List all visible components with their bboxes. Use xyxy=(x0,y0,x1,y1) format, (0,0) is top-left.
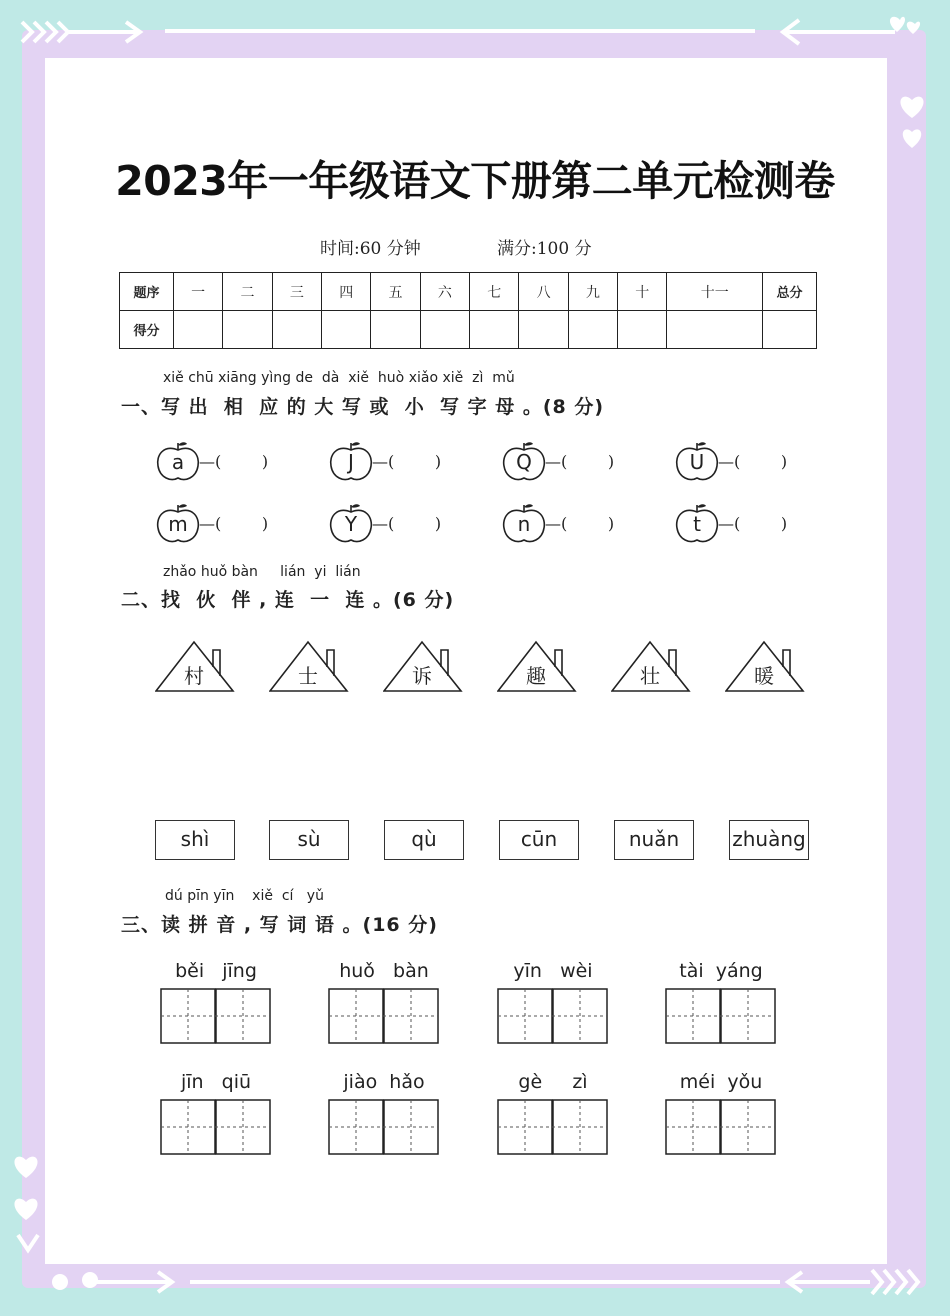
word-item xyxy=(160,960,272,1044)
apple-letter: J xyxy=(348,450,354,474)
score-col-total: 总分 xyxy=(763,273,817,311)
house-char: 士 xyxy=(298,664,318,688)
pinyin-card[interactable]: shì xyxy=(155,820,235,860)
score-col: 一 xyxy=(174,273,223,311)
word-pinyin: tài yáng xyxy=(679,960,763,982)
pinyin-card[interactable]: nuǎn xyxy=(614,820,694,860)
score-table-header-row xyxy=(120,273,817,311)
pinyin-card[interactable]: zhuàng xyxy=(729,820,809,860)
word-item xyxy=(328,960,440,1044)
score-col: 四 xyxy=(322,273,371,311)
score-cell[interactable] xyxy=(568,311,617,349)
house-card[interactable] xyxy=(383,640,463,692)
writing-grid[interactable] xyxy=(665,988,777,1044)
score-cell[interactable] xyxy=(272,311,321,349)
score-cell[interactable] xyxy=(667,311,763,349)
house-card[interactable] xyxy=(155,640,235,692)
score-table-score-row xyxy=(120,311,817,349)
score-cell[interactable] xyxy=(371,311,420,349)
arrow-top-left-icon xyxy=(14,14,149,50)
score-col: 十一 xyxy=(667,273,763,311)
score-col: 六 xyxy=(420,273,469,311)
arrow-bottom-right-icon xyxy=(780,1262,930,1302)
exam-full-score: 满分:100 分 xyxy=(497,239,592,259)
score-cell[interactable] xyxy=(322,311,371,349)
score-col: 九 xyxy=(568,273,617,311)
apple-letter-item xyxy=(328,502,488,546)
writing-grid[interactable] xyxy=(497,988,609,1044)
word-pinyin: gè zì xyxy=(518,1071,588,1093)
heart-left-bottom-icon xyxy=(2,1140,52,1260)
answer-blank[interactable]: —( ) xyxy=(718,452,788,471)
word-item xyxy=(497,960,609,1044)
score-cell[interactable] xyxy=(174,311,223,349)
pinyin-card[interactable]: qù xyxy=(384,820,464,860)
score-table-row-label: 题序 xyxy=(120,273,174,311)
apple-letter: n xyxy=(517,512,531,536)
apple-letter-item xyxy=(501,440,661,484)
word-item xyxy=(497,1071,609,1155)
writing-grid[interactable] xyxy=(328,988,440,1044)
word-pinyin: yīn wèi xyxy=(513,960,593,982)
pinyin-card[interactable]: cūn xyxy=(499,820,579,860)
house-char: 村 xyxy=(184,664,204,688)
house-card[interactable] xyxy=(497,640,577,692)
apple-letter: a xyxy=(171,450,185,474)
bottom-line xyxy=(190,1280,780,1284)
score-cell[interactable] xyxy=(763,311,817,349)
score-cell[interactable] xyxy=(519,311,568,349)
house-card[interactable] xyxy=(725,640,805,692)
house-card[interactable] xyxy=(611,640,691,692)
answer-blank[interactable]: —( ) xyxy=(718,514,788,533)
apple-letter-item xyxy=(501,502,661,546)
score-table-row-label: 得分 xyxy=(120,311,174,349)
word-pinyin: jiào hǎo xyxy=(343,1071,425,1093)
writing-grid[interactable] xyxy=(160,988,272,1044)
apple-letter-item xyxy=(674,502,834,546)
word-item xyxy=(328,1071,440,1155)
word-item xyxy=(665,1071,777,1155)
writing-grid[interactable] xyxy=(160,1099,272,1155)
score-table xyxy=(119,272,817,349)
score-col: 二 xyxy=(223,273,272,311)
score-cell[interactable] xyxy=(470,311,519,349)
section1-title: 一、写 出 相 应 的 大 写 或 小 写 字 母 。(8 分) xyxy=(121,396,605,418)
section2-title: 二、找 伙 伴 , 连 一 连 。(6 分) xyxy=(121,589,455,611)
score-col: 五 xyxy=(371,273,420,311)
score-col: 八 xyxy=(519,273,568,311)
arrow-top-right-icon xyxy=(775,10,930,55)
score-col: 三 xyxy=(272,273,321,311)
score-cell[interactable] xyxy=(420,311,469,349)
house-char: 壮 xyxy=(640,664,660,688)
apple-letter: m xyxy=(168,512,188,536)
section1-pinyin: xiě chū xiāng yìng de dà xiě huò xiǎo xiě zì mǔ xyxy=(163,370,515,386)
writing-grid[interactable] xyxy=(665,1099,777,1155)
writing-grid[interactable] xyxy=(328,1099,440,1155)
house-char: 诉 xyxy=(412,664,432,688)
heart-right-icon xyxy=(888,60,938,160)
pinyin-card[interactable]: sù xyxy=(269,820,349,860)
score-cell[interactable] xyxy=(223,311,272,349)
score-cell[interactable] xyxy=(618,311,667,349)
section3-pinyin: dú pīn yīn xiě cí yǔ xyxy=(165,888,324,904)
apple-letter: Y xyxy=(344,512,358,536)
score-col: 七 xyxy=(470,273,519,311)
section2-pinyin: zhǎo huǒ bàn lián yi lián xyxy=(163,564,361,580)
word-pinyin: méi yǒu xyxy=(679,1071,763,1093)
apple-letter: t xyxy=(693,512,701,536)
house-card[interactable] xyxy=(269,640,349,692)
house-char: 暖 xyxy=(754,664,774,688)
apple-letter-item xyxy=(674,440,834,484)
word-pinyin: huǒ bàn xyxy=(339,960,429,982)
arrow-bottom-left-icon xyxy=(30,1262,180,1302)
page-title: 2023年一年级语文下册第二单元检测卷 xyxy=(115,157,835,205)
word-item xyxy=(160,1071,272,1155)
top-line xyxy=(165,29,755,33)
word-pinyin: běi jīng xyxy=(175,960,257,982)
answer-blank[interactable]: —( ) xyxy=(372,452,442,471)
answer-blank[interactable]: —( ) xyxy=(545,452,615,471)
apple-letter: U xyxy=(689,450,705,474)
word-item xyxy=(665,960,777,1044)
apple-letter: Q xyxy=(516,450,532,474)
writing-grid[interactable] xyxy=(497,1099,609,1155)
score-col: 十 xyxy=(618,273,667,311)
house-char: 趣 xyxy=(526,664,546,688)
answer-blank[interactable]: —( ) xyxy=(199,514,269,533)
answer-blank[interactable]: —( ) xyxy=(545,514,615,533)
apple-letter-item xyxy=(155,502,315,546)
apple-letter-item xyxy=(328,440,488,484)
exam-time: 时间:60 分钟 xyxy=(320,239,421,259)
word-pinyin: jīn qiū xyxy=(180,1071,252,1093)
apple-letter-item xyxy=(155,440,315,484)
section3-title: 三、读 拼 音 , 写 词 语 。(16 分) xyxy=(121,914,438,936)
answer-blank[interactable]: —( ) xyxy=(372,514,442,533)
answer-blank[interactable]: —( ) xyxy=(199,452,269,471)
